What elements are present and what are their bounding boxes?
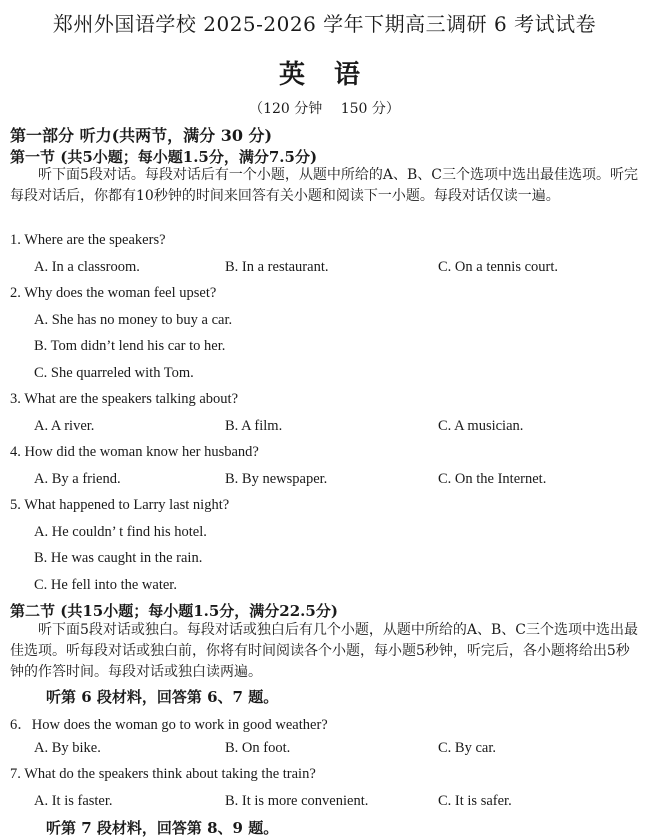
q2-option-c: C. She quarreled with Tom.	[34, 365, 194, 381]
time-info: （120 分钟 150 分）	[249, 101, 400, 117]
q7-option-b: B. It is more convenient.	[225, 793, 369, 809]
section2-instructions: 听下面5段对话或独白。每段对话或独白后有几个小题，从题中所给的A、B、C三个选项中选出最佳选项。听每段对话或独白前，你将有时间阅读各个小题，每小题5秒钟，听完后，各小题将给出5秒钟的作答时间。每段对话或独白读两遍。	[10, 622, 639, 680]
subject-title: 英 语	[278, 60, 371, 90]
q4-option-c: C. On the Internet.	[438, 471, 547, 487]
q4-option-b: B. By newspaper.	[225, 471, 328, 487]
q1-option-a: A. In a classroom.	[34, 259, 140, 275]
q3-option-a: A. A river.	[34, 418, 95, 434]
q6-option-c: C. By car.	[438, 740, 496, 756]
q7-option-c: C. It is safer.	[438, 793, 512, 809]
exam-title: 郑州外国语学校 2025-2026 学年下期高三调研 6 考试试卷	[52, 12, 597, 36]
section1-instructions: 听下面5段对话。每段对话后有一个小题，从题中所给的A、B、C三个选项中选出最佳选项。听完每段对话后，你都有10秒钟的时间来回答有关小题和阅读下一小题。每段对话仅读一遍。	[10, 167, 639, 204]
q2-option-a: A. She has no money to buy a car.	[34, 312, 233, 328]
q5-option-c: C. He fell into the water.	[34, 577, 177, 593]
q6-option-a: A. By bike.	[34, 740, 101, 756]
q6-option-b: B. On foot.	[225, 740, 291, 756]
section2-heading: 第二节 (共15小题；每小题1.5分，满分22.5分)	[10, 602, 338, 620]
question-1: 1. Where are the speakers?	[10, 232, 166, 248]
question-7: 7. What do the speakers think about taking the train?	[10, 766, 316, 782]
question-6: 6．How does the woman go to work in good weather?	[10, 717, 328, 733]
material-7-label: 听第 7 段材料，回答第 8、9 题。	[46, 819, 279, 837]
question-4: 4. How did the woman know her husband?	[10, 444, 259, 460]
question-3: 3. What are the speakers talking about?	[10, 391, 239, 407]
q2-option-b: B. Tom didn’t lend his car to her.	[34, 338, 226, 354]
q4-option-a: A. By a friend.	[34, 471, 121, 487]
q1-option-c: C. On a tennis court.	[438, 259, 559, 275]
q5-option-a: A. He couldn’ t find his hotel.	[34, 524, 207, 540]
section1-heading: 第一节 (共5小题；每小题1.5分，满分7.5分)	[10, 148, 318, 166]
question-5: 5. What happened to Larry last night?	[10, 497, 230, 513]
q5-option-b: B. He was caught in the rain.	[34, 550, 203, 566]
q3-option-c: C. A musician.	[438, 418, 524, 434]
material-6-label: 听第 6 段材料，回答第 6、7 题。	[46, 688, 279, 706]
part1-heading: 第一部分 听力(共两节，满分 30 分)	[10, 126, 273, 145]
q1-option-b: B. In a restaurant.	[225, 259, 329, 275]
q3-option-b: B. A film.	[225, 418, 283, 434]
q7-option-a: A. It is faster.	[34, 793, 113, 809]
question-2: 2. Why does the woman feel upset?	[10, 285, 217, 301]
